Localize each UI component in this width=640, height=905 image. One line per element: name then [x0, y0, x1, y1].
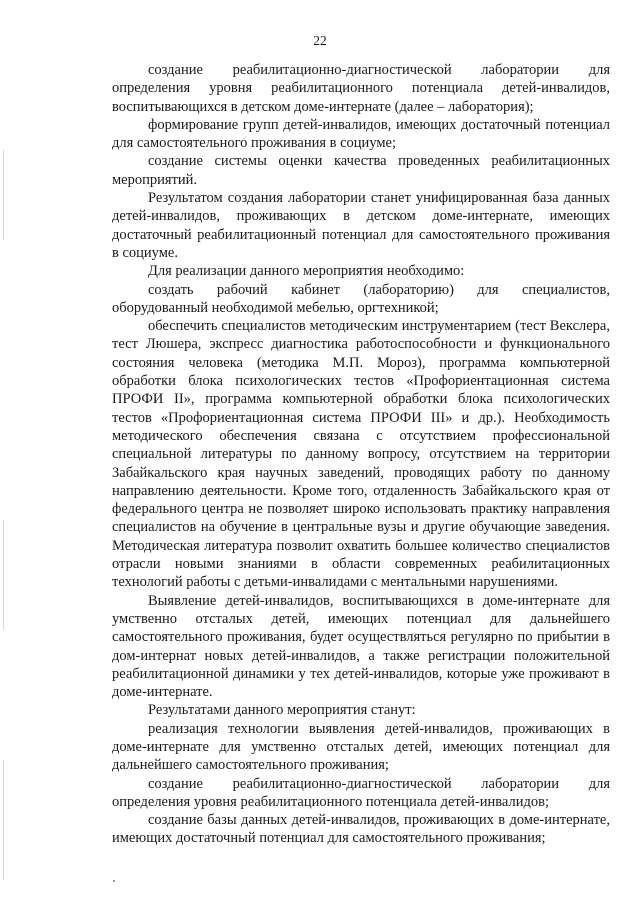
paragraph: реализация технологии выявления детей-инвалидов, проживающих в доме-интернате для умственно отсталых детей, имеющих потенциал для дальнейшего самостоятельного проживания;: [112, 720, 610, 774]
scan-margin-mark: [3, 150, 4, 240]
paragraph: обеспечить специалистов методическим инструментарием (тест Векслера, тест Люшера, экспресс диагностика работоспособности и функционального состояния человека (методика М.П. Мороз), программа компьютерной обработки блока психологических тестов «Профориентационная система ПРОФИ II», программа компьютерной обработки блока психологических тестов «Профориентационная система ПРОФИ III» и др.). Необходимость методического обеспечения связана с отсутствием профессиональной специальной литературы по данному вопросу, отсутствием на территории Забайкальского края научных заведений, проводящих работу по данному направлению деятельности. Кроме того, отдаленность Забайкальского края от федерального центра не позволяет широко использовать практику направления специалистов на обучение в центральные вузы и другие обучающие заведения. Методическая литература позволит охватить большее количество специалистов отрасли новыми знаниями в области современных реабилитационных технологий работы с детьми-инвалидами с ментальными нарушениями.: [112, 318, 610, 591]
paragraph: Результатами данного мероприятия станут:: [148, 702, 416, 719]
paragraph: создание реабилитационно-диагностической лаборатории для определения уровня реабилитационного потенциала детей-инвалидов, воспитывающихся в детском доме-интернате (далее – лаборатория);: [112, 62, 610, 115]
scan-margin-mark: [3, 760, 4, 880]
scan-speck: [113, 880, 115, 882]
paragraph: создание базы данных детей-инвалидов, проживающих в доме-интернате, имеющих достаточный потенциал для самостоятельного проживания;: [112, 812, 610, 847]
paragraph: создать рабочий кабинет (лабораторию) для специалистов, оборудованный необходимой мебелью, оргтехникой;: [112, 281, 610, 316]
page-number: 22: [313, 33, 327, 48]
paragraph: Для реализации данного мероприятия необходимо:: [148, 263, 465, 280]
paragraph: формирование групп детей-инвалидов, имеющих достаточный потенциал для самостоятельного проживания в социуме;: [112, 116, 610, 152]
paragraph: создание системы оценки качества проведенных реабилитационных мероприятий.: [112, 153, 610, 188]
paragraph: Результатом создания лаборатории станет унифицированная база данных детей-инвалидов, проживающих в детском доме-интернате, имеющих достаточный реабилитационный потенциал для самостоятельного проживания в социуме.: [112, 190, 610, 261]
paragraph: создание реабилитационно-диагностической лаборатории для определения уровня реабилитационного потенциала детей-инвалидов;: [112, 775, 610, 810]
paragraph: Выявление детей-инвалидов, воспитывающихся в доме-интернате для умственно отсталых детей, имеющих потенциал для дальнейшего самостоятельного проживания, будет осуществляться регулярно по прибытии в дом-интернат новых детей-инвалидов, а также регистрации положительной реабилитационной динамики у тех детей-инвалидов, которые уже проживают в доме-интернате.: [112, 592, 610, 701]
scan-margin-mark: [3, 520, 4, 630]
body-text: [112, 61, 610, 848]
